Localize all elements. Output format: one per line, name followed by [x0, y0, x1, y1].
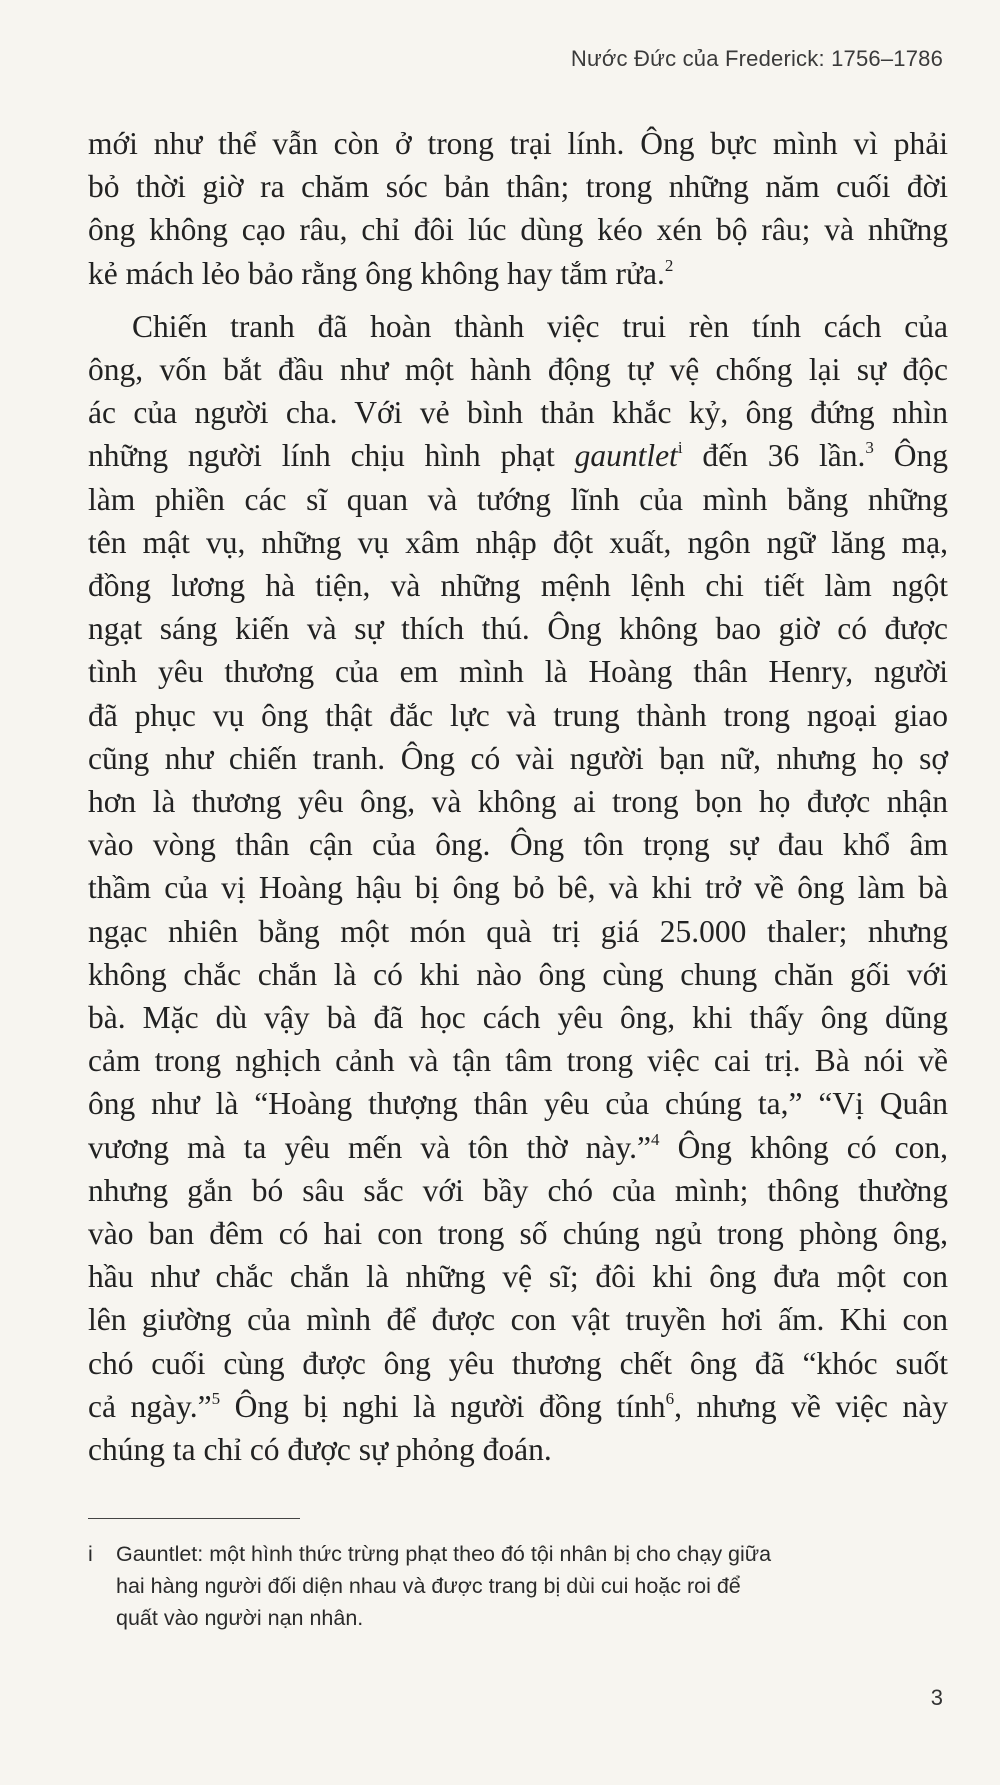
- text-span: cả ngày.”: [88, 1388, 212, 1424]
- text-line: vào vòng thân cận của ông. Ông tôn trọng sự đau khổ âm: [88, 827, 948, 863]
- text-line: [88, 252, 948, 295]
- text-line: ông, vốn bắt đầu như một hành động tự vệ chống lại sự độc: [88, 352, 948, 388]
- text-line: tên mật vụ, những vụ xâm nhập đột xuất, ngôn ngữ lăng mạ,: [88, 524, 948, 560]
- text-line: tình yêu thương của em mình là Hoàng thân Henry, người: [88, 654, 948, 690]
- footnote-text: [116, 1538, 958, 1634]
- text-line: không chắc chắn là có khi nào ông cùng chung chăn gối với: [88, 956, 948, 992]
- footnote-ref-3: 3: [865, 438, 874, 458]
- text-span: Ông không có con,: [659, 1129, 948, 1165]
- text-line: bà. Mặc dù vậy bà đã học cách yêu ông, khi thấy ông dũng: [88, 1000, 948, 1036]
- text-line: mới như thể vẫn còn ở trong trại lính. Ông bực mình vì phải: [88, 126, 948, 161]
- running-head: Nước Đức của Frederick: 1756–1786: [570, 46, 943, 71]
- text-span: Ông bị nghi là người đồng tính: [220, 1388, 666, 1424]
- text-line: ác của người cha. Với vẻ bình thản khắc kỷ, ông đứng nhìn: [88, 395, 948, 431]
- text-line: hầu như chắc chắn là những vệ sĩ; đôi khi ông đưa một con: [88, 1259, 948, 1295]
- text-line: [88, 1126, 948, 1169]
- text-span: vương mà ta yêu mến và tôn thờ này.”: [88, 1129, 652, 1165]
- footnote-ref-2: 2: [664, 255, 674, 275]
- page-number: 3: [930, 1685, 943, 1710]
- text-line: ông không cạo râu, chỉ đôi lúc dùng kéo xén bộ râu; và những: [88, 212, 948, 248]
- text-line: nhưng gắn bó sâu sắc với bầy chó của mình; thông thường: [88, 1172, 948, 1208]
- footnote-ref-6: 6: [665, 1388, 675, 1408]
- footnote-line: Gauntlet: một hình thức trừng phạt theo đó tội nhân bị cho chạy giữa: [116, 1542, 772, 1566]
- footnote-line: hai hàng người đối diện nhau và được trang bị dùi cui hoặc roi để: [116, 1574, 741, 1598]
- text-line: cũng như chiến tranh. Ông có vài người bạn nữ, nhưng họ sợ: [88, 740, 948, 776]
- text-line: [88, 434, 948, 477]
- text-line: vào ban đêm có hai con trong số chúng ngủ trong phòng ông,: [88, 1216, 948, 1252]
- text-span: đến 36 lần.: [682, 438, 866, 474]
- text-span: Ông: [873, 438, 948, 474]
- text-line: lên giường của mình để được con vật truyền hơi ấm. Khi con: [88, 1302, 948, 1338]
- paragraph-2: [88, 305, 948, 1471]
- footnote-ref-4: 4: [651, 1129, 660, 1149]
- text-line: Chiến tranh đã hoàn thành việc trui rèn tính cách của: [132, 308, 948, 344]
- text-line: hơn là thương yêu ông, và không ai trong bọn họ được nhận: [88, 784, 948, 820]
- footnote-marker: i: [88, 1542, 93, 1566]
- text-span: kẻ mách lẻo bảo rằng ông không hay tắm rửa.: [88, 255, 665, 291]
- body-text: [88, 122, 948, 1471]
- footnote-line: quất vào người nạn nhân.: [116, 1606, 364, 1630]
- gauntlet-term: gauntlet: [574, 438, 678, 474]
- text-line: đồng lương hà tiện, và những mệnh lệnh chi tiết làm ngột: [88, 568, 948, 604]
- footnote-ref-i: i: [677, 438, 683, 458]
- text-line: đã phục vụ ông thật đắc lực và trung thành trong ngoại giao: [88, 697, 948, 733]
- text-line: chó cuối cùng được ông yêu thương chết ông đã “khóc suốt: [88, 1345, 948, 1381]
- text-line: ngạt sáng kiến và sự thích thú. Ông không bao giờ có được: [88, 611, 948, 647]
- footnote-ref-5: 5: [211, 1388, 221, 1408]
- text-line: cảm trong nghịch cảnh và tận tâm trong việc cai trị. Bà nói về: [88, 1043, 948, 1079]
- text-span: , nhưng về việc này: [674, 1388, 948, 1424]
- text-line: chúng ta chỉ có được sự phỏng đoán.: [88, 1432, 552, 1468]
- text-line: thầm của vị Hoàng hậu bị ông bỏ bê, và khi trở về ông làm bà: [88, 870, 948, 906]
- paragraph-1: [88, 122, 948, 295]
- text-span: những người lính chịu hình phạt: [88, 438, 575, 474]
- text-line: ông như là “Hoàng thượng thân yêu của chúng ta,” “Vị Quân: [88, 1086, 948, 1122]
- text-line: bỏ thời giờ ra chăm sóc bản thân; trong những năm cuối đời: [88, 169, 948, 205]
- footnote-divider: [88, 1518, 300, 1519]
- footnote: [88, 1538, 958, 1634]
- text-line: làm phiền các sĩ quan và tướng lĩnh của mình bằng những: [88, 481, 948, 517]
- text-line: [88, 1385, 948, 1428]
- text-line: ngạc nhiên bằng một món quà trị giá 25.000 thaler; nhưng: [88, 913, 948, 949]
